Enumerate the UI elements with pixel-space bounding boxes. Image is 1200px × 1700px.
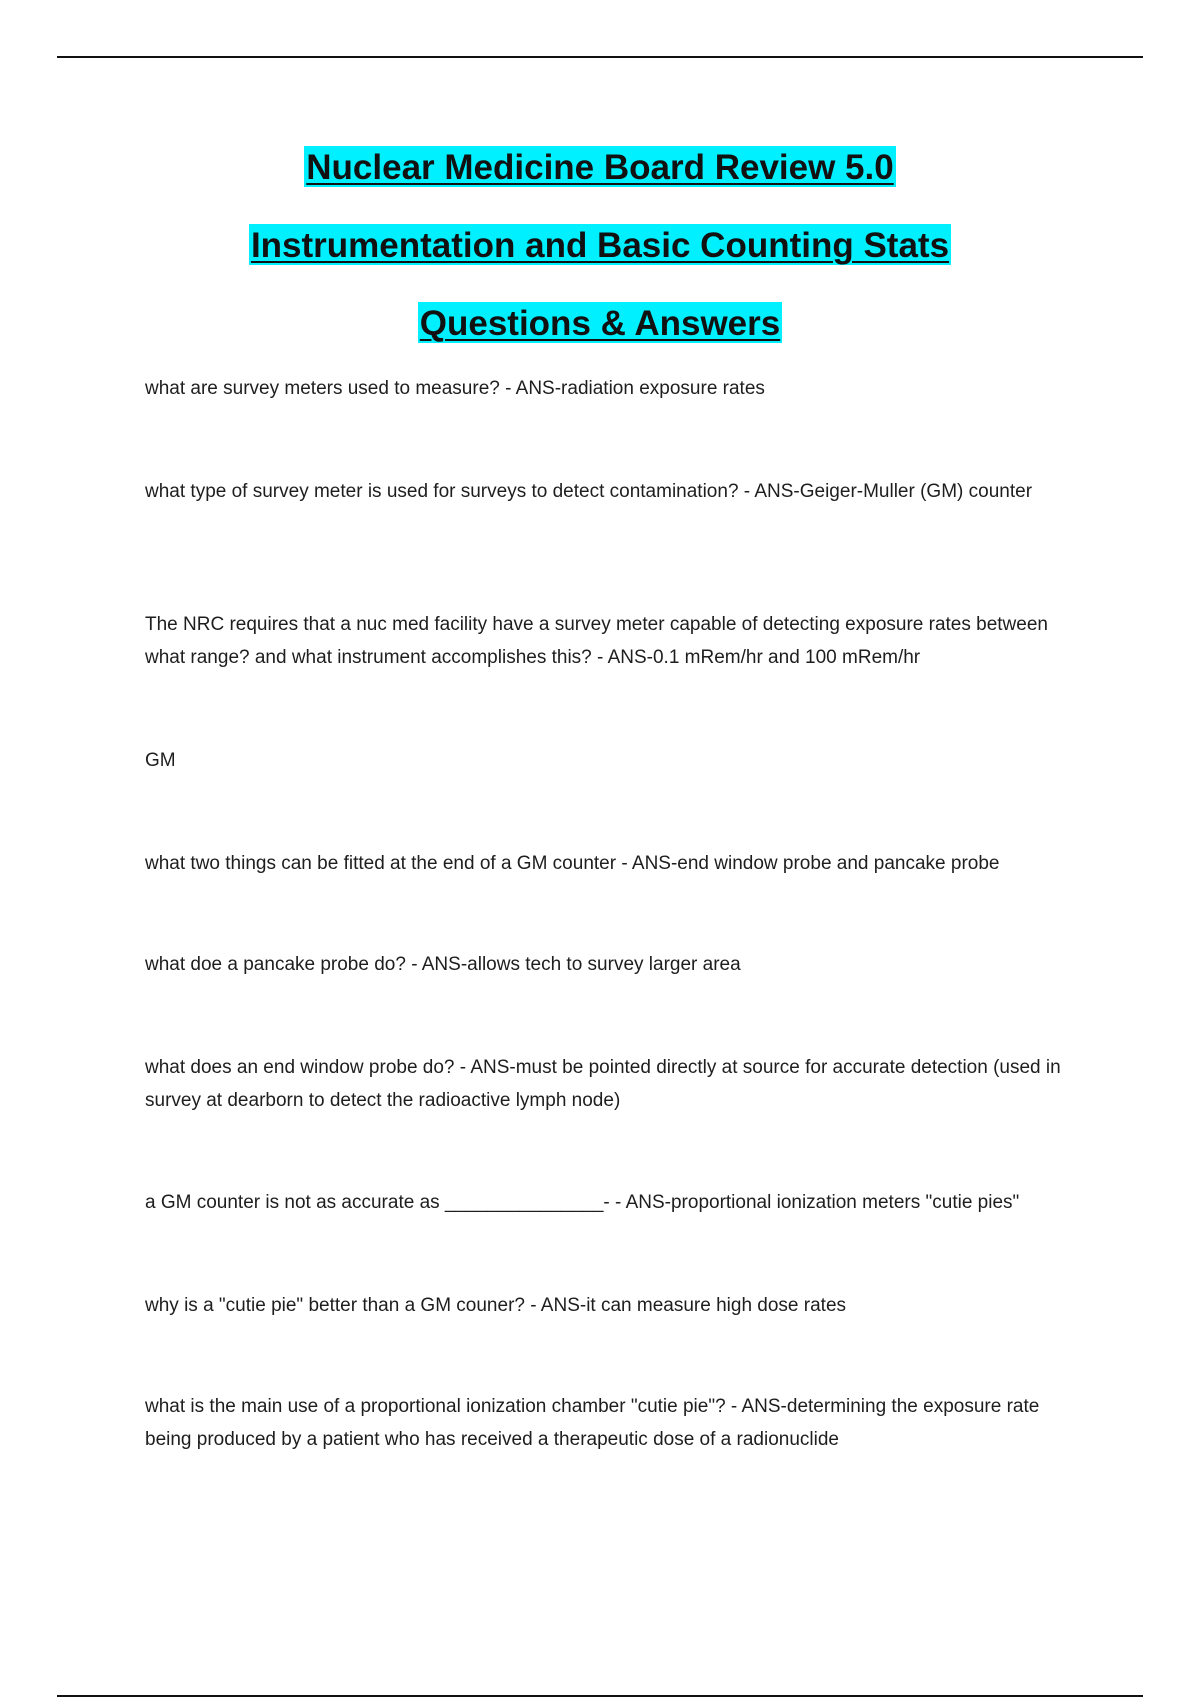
qa-item-10: what is the main use of a proportional ionization chamber "cutie pie"? - ANS-determining the exposure rate being produced by a patient who has received a therapeutic dose of a radionuclide <box>145 1396 1040 1450</box>
qa-item-5: what two things can be fitted at the end of a GM counter - ANS-end window probe and pancake probe <box>145 853 1000 874</box>
qa-item-7: what does an end window probe do? - ANS-must be pointed directly at source for accurate detection (used in survey at dearborn to detect the radioactive lymph node) <box>145 1057 1061 1111</box>
qa-item-4: GM <box>145 750 176 771</box>
qa-item-3: The NRC requires that a nuc med facility have a survey meter capable of detecting exposure rates between what range? and what instrument accomplishes this? - ANS-0.1 mRem/hr and 100 mRem/hr <box>145 614 1048 668</box>
title-text-1: Nuclear Medicine Board Review 5.0 <box>306 148 894 187</box>
footer-rule <box>57 1695 1143 1697</box>
qa-item-6: what doe a pancake probe do? - ANS-allows tech to survey larger area <box>145 954 741 975</box>
title-text-3: Questions & Answers <box>419 304 781 343</box>
title-line-1 <box>0 146 1200 224</box>
document-title <box>0 146 1200 380</box>
qa-item-2: what type of survey meter is used for surveys to detect contamination? - ANS-Geiger-Muller (GM) counter <box>145 481 1033 502</box>
qa-item-9: why is a "cutie pie" better than a GM couner? - ANS-it can measure high dose rates <box>145 1295 847 1316</box>
qa-item-8: a GM counter is not as accurate as _______________- - ANS-proportional ionization meters "cutie pies" <box>145 1192 1020 1213</box>
title-line-3 <box>0 302 1200 380</box>
qa-item-1: what are survey meters used to measure? - ANS-radiation exposure rates <box>145 378 765 399</box>
title-text-2: Instrumentation and Basic Counting Stats <box>250 226 950 265</box>
header-rule <box>57 56 1143 58</box>
title-line-2 <box>0 224 1200 302</box>
